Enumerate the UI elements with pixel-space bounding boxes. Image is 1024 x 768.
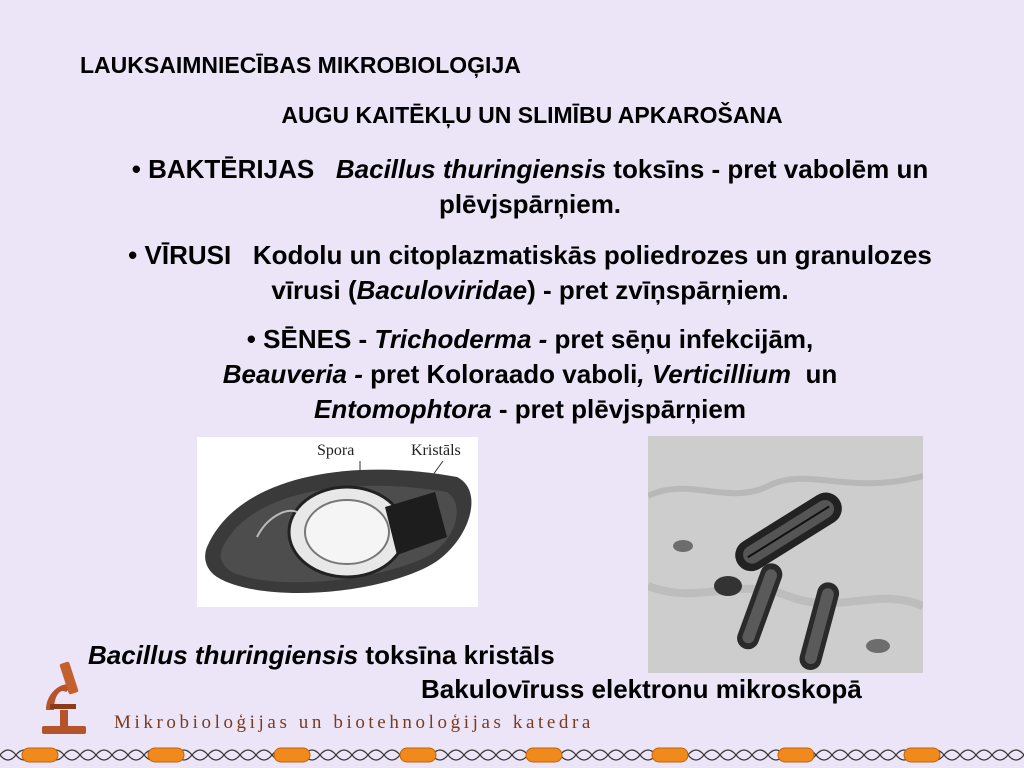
bullet-text: un xyxy=(805,359,838,389)
species-name: Beauveria - xyxy=(222,359,363,389)
bullet-text: pret Koloraado vaboli xyxy=(370,359,638,389)
caption-species: Bacillus thuringiensis xyxy=(88,640,359,670)
bullet-text: Kodolu un citoplazmatiskās poliedrozes un granulozes vīrusi ( xyxy=(252,240,932,305)
bullet-text: toksīns - pret vabolēm un plēvjspārņiem. xyxy=(438,154,929,219)
slide-title: LAUKSAIMNIECĪBAS MIKROBIOLOĢIJA xyxy=(80,52,521,78)
spore-crystal-drawing xyxy=(197,437,478,607)
spore-label: Spora xyxy=(317,442,355,459)
bullet-mark: • xyxy=(131,154,141,184)
microscope-icon xyxy=(36,660,92,740)
bullet-mark: • xyxy=(246,324,256,354)
decorative-border xyxy=(0,742,1024,768)
bullet-text: - pret plēvjspārņiem xyxy=(498,394,746,424)
baculovirus-em-drawing xyxy=(648,436,923,673)
bullet-bacteria xyxy=(110,152,950,222)
spore-crystal-image xyxy=(197,437,478,607)
bullet-head: SĒNES - xyxy=(263,324,368,354)
bullet-head: VĪRUSI xyxy=(144,240,232,270)
family-name: Baculoviridae xyxy=(356,275,528,305)
species-name: Trichoderma - xyxy=(374,324,548,354)
caption-text: toksīna kristāls xyxy=(365,640,555,670)
bullet-text: pret sēņu infekcijām, xyxy=(554,324,814,354)
baculovirus-em-image xyxy=(648,436,923,673)
crystal-label: Kristāls xyxy=(411,442,461,459)
figure2-caption: Bakulovīruss elektronu mikroskopā xyxy=(421,674,862,704)
department-footer: Mikrobioloģijas un biotehnoloģijas katedra xyxy=(114,712,594,733)
bullet-head: BAKTĒRIJAS xyxy=(148,154,315,184)
species-name: Bacillus thuringiensis xyxy=(335,154,607,184)
bullet-virus xyxy=(110,238,950,308)
species-name: Entomophtora xyxy=(314,394,492,424)
slide-subtitle: AUGU KAITĒKĻU UN SLIMĪBU APKAROŠANA xyxy=(281,102,783,128)
species-name: , Verticillium xyxy=(637,359,792,389)
bullet-mark: • xyxy=(128,240,138,270)
bullet-text-end: ) - pret zvīņspārņiem. xyxy=(527,275,789,305)
figure1-caption xyxy=(88,640,555,671)
bullet-fungi xyxy=(110,322,950,427)
